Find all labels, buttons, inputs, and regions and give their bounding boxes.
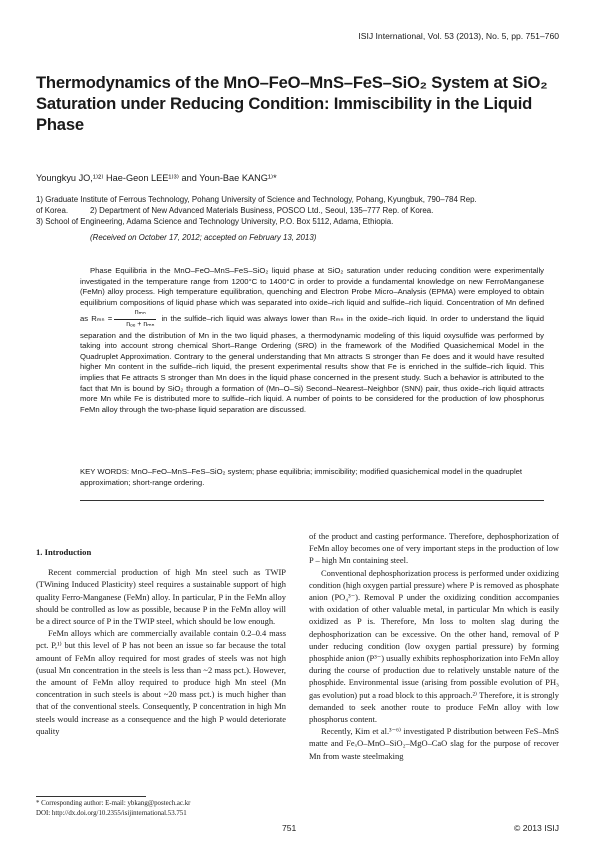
- keywords: KEY WORDS: MnO–FeO–MnS–FeS–SiO₂ system; phase equilibria; immiscibility; modified quasichemical model in the quadruplet approximation; short-range ordering.: [80, 467, 523, 487]
- body-paragraph: Recent commercial production of high Mn steel such as TWIP (TWining Induced Plasticity) steel requires a sustainable support of high quality Ferro-Manganese (FeMn) alloy. In particular, P in the FeMn alloy should be controlled as low as possible, because P in the FeMn alloy will be a direct source of P in the TWIP steel, which should be low enough.: [36, 567, 286, 627]
- body-paragraph: of the product and casting performance. Therefore, dephosphorization of FeMn alloy becomes one of very important steps in the production of low P – high Mn containing steel.: [309, 531, 559, 566]
- body-paragraph: FeMn alloys which are commercially available contain 0.2–0.4 mass pct. P,¹⁾ but this level of P has not been an issue so far because the total amount of FeMn alloy required for most grades of steels was not high (usual Mn concentration in the steels is less than ~2 mass pct.). However, the amount of FeMn alloy required to produce high Mn steel (Mn concentration in such steels is about ~20 mass pct.) is much higher than that of the conventional steels. Consequently, P concentration in high Mn steels would increase as a consequence and the high P would deteriorate quality: [36, 628, 286, 736]
- body-paragraph: Conventional dephosphorization process is performed under oxidizing condition (high oxygen partial pressure) where P is removed as phosphate anion (PO₄³⁻). Removal P under the oxidizing condition accompanies with oxidation of other valuable metal, in particular Mn which is easily oxidized as P is. Therefore, Mn loss to molten slag during the dephosphorization can be excessive. On the other hand, removal of P under reducing condition (low oxygen partial pressure) by forming phosphide anion (P³⁻) usually exhibits rephosphorization into FeMn alloy during the course of production due to relatively unstable nature of the phosphide. Environmental issue (arising from possible evolution of PH₃ gas evolution) put a road block to this approach.²⁾ Therefore, it is strongly demanded to seek another route to produce FeMn alloy with low phosphorus content.: [309, 567, 559, 725]
- paper-title: [36, 72, 566, 135]
- received-date: (Received on October 17, 2012; accepted on February 13, 2013): [90, 233, 317, 242]
- page-number: 751: [282, 823, 297, 833]
- section-divider: [80, 500, 544, 501]
- title-line: Thermodynamics of the MnO–FeO–MnS–FeS–SiO₂ System at SiO₂: [36, 73, 548, 92]
- body-paragraph: Recently, Kim et al.³⁻⁶⁾ investigated P distribution between FeS–MnS matte and FeₓO–MnO–SiO₂–MgO–CaO slag for the purpose of recover Mn from waste steelmaking: [309, 726, 559, 761]
- journal-header: ISIJ International, Vol. 53 (2013), No. 5, pp. 751–760: [358, 31, 559, 41]
- copyright: © 2013 ISIJ: [513, 823, 559, 833]
- equation-lhs: Rₘₙ =: [91, 314, 113, 324]
- affiliation-line: 3) School of Engineering, Adama Science and Technology University, P.O. Box 5112, Adama, Ethiopia.: [36, 217, 394, 226]
- title-line: Saturation under Reducing Condition: Immiscibility in the Liquid: [36, 94, 533, 113]
- footnote-divider: [36, 796, 146, 797]
- section-heading: 1. Introduction: [36, 547, 92, 557]
- doi-link[interactable]: DOI: http://dx.doi.org/10.2355/isijinternational.53.751: [36, 809, 187, 817]
- body-column-left: [36, 530, 286, 737]
- title-line: Phase: [36, 115, 84, 134]
- affiliations: [36, 194, 566, 227]
- body-column-right: [309, 530, 559, 762]
- footnote: [36, 799, 190, 818]
- equation-numerator: nₘₙ: [114, 308, 156, 320]
- author-list: Youngkyu JO,¹⁾²⁾ Hae-Geon LEE¹⁾³⁾ and Youn-Bae KANG¹⁾*: [36, 173, 277, 183]
- affiliation-line: of Korea. 2) Department of New Advanced Materials Business, POSCO Ltd., Seoul, 135–777 Rep. of Korea.: [36, 206, 434, 215]
- abstract-text: Phase Equilibria in the MnO–FeO–MnS–FeS–SiO₂ liquid phase at SiO₂ saturation under reducing condition were experimentally investigated in the temperature range from 1200°C to 1400°C in order to provide a fundamental knowledge on new FerroManganese (FeMn) alloy process. High temperature equilibration, quenching and Electron Probe Micro–Analysis (EPMA) were employed to obtain equilibrium compositions of liquid phase which was separated into oxide–rich liquid and sulfide–rich liquid. Concentration of Mn defined as: [80, 266, 544, 324]
- equation-denominator: nₒₑ + nₘₙ: [126, 320, 155, 328]
- affiliation-line: 1) Graduate Institute of Ferrous Technology, Pohang University of Science and Technology, Pohang, Kyungbuk, 790–784 Rep.: [36, 195, 477, 204]
- footnote-line: * Corresponding author: E-mail: ybkang@postech.ac.kr: [36, 800, 191, 807]
- abstract-paragraph: [80, 266, 544, 415]
- abstract: [80, 266, 544, 415]
- equation-fraction: [114, 308, 156, 330]
- abstract-text: in the sulfide–rich liquid was always lower than Rₘₙ in the oxide–rich liquid. In order to understand the liquid separation and the distribution of Mn in the two liquid phases, a thermodynamic modeling of this liquid oxysulfide was performed by taking into account strong chemical Short–Range Ordering (SRO) in the framework of the Modified Quasichemical Model in the Quadruplet Approximation. Contrary to the general understanding that Mn attracts S stronger than Fe does and it would have resulted higher Mn content in the sulfide–rich liquid, the present experimental results show that Fe is enriched in the sulfide–rich liquid. This implies that Fe attracts S stronger than Mn does in the liquid phase concerned in the present study. Such a behavior is attributed to the fact that Mn is bound by SiO₂ through a formation of (Mn–O–Si) Second–Nearest–Neighbor (SNN) pair, thus oxide–rich liquid attracts more Mn while Fe is distributed more to sulfide–rich liquid. A number of points to be considered for the production of low phosphorus FeMn alloy through the two-phase liquid separation are discussed.: [80, 314, 545, 414]
